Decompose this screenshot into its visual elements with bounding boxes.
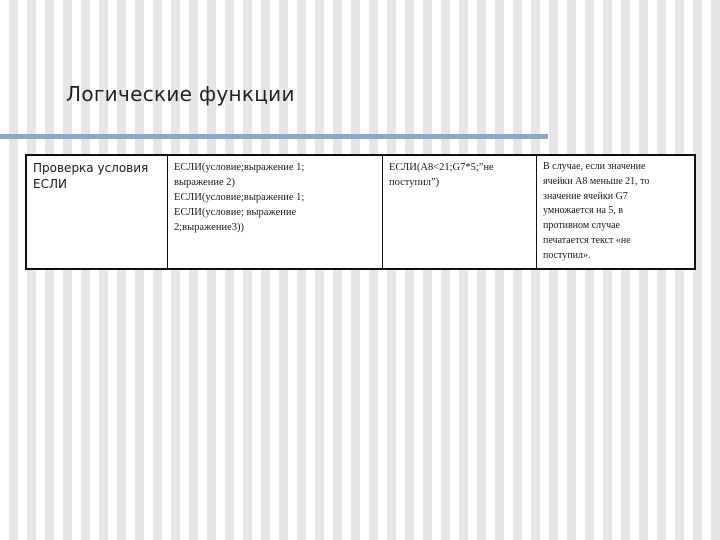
cell-line: ЕСЛИ(условие; выражение <box>174 207 297 218</box>
cell-line: В случае, если значение <box>543 161 646 172</box>
function-table <box>25 154 696 270</box>
cell-example <box>383 155 537 269</box>
cell-description <box>26 155 168 269</box>
cell-line: 2;выражение3)) <box>174 222 245 233</box>
cell-line: выражение 2) <box>174 177 235 188</box>
cell-explanation <box>537 155 696 269</box>
cell-line: поступил”) <box>389 177 440 188</box>
cell-line: умножается на 5, в <box>543 205 624 217</box>
title-underline-bar <box>0 134 548 139</box>
cell-line: поступил». <box>543 249 591 261</box>
cell-line: ЕСЛИ(А8<21;G7*5;”не <box>389 162 494 173</box>
cell-line: ЕСЛИ(условие;выражение 1; <box>174 162 305 173</box>
cell-syntax <box>168 155 383 269</box>
table-row <box>26 155 695 269</box>
cell-line: ЕСЛИ <box>33 177 67 191</box>
cell-line: Проверка условия <box>33 161 149 175</box>
cell-line: печатается текст «не <box>543 234 631 246</box>
cell-line: ячейки А8 меньше 21, то <box>543 175 650 187</box>
slide-title: Логические функции <box>66 82 295 106</box>
cell-line: значение ячейки G7 <box>543 190 628 202</box>
cell-line: противном случае <box>543 220 620 232</box>
cell-line: ЕСЛИ(условие;выражение 1; <box>174 192 305 203</box>
